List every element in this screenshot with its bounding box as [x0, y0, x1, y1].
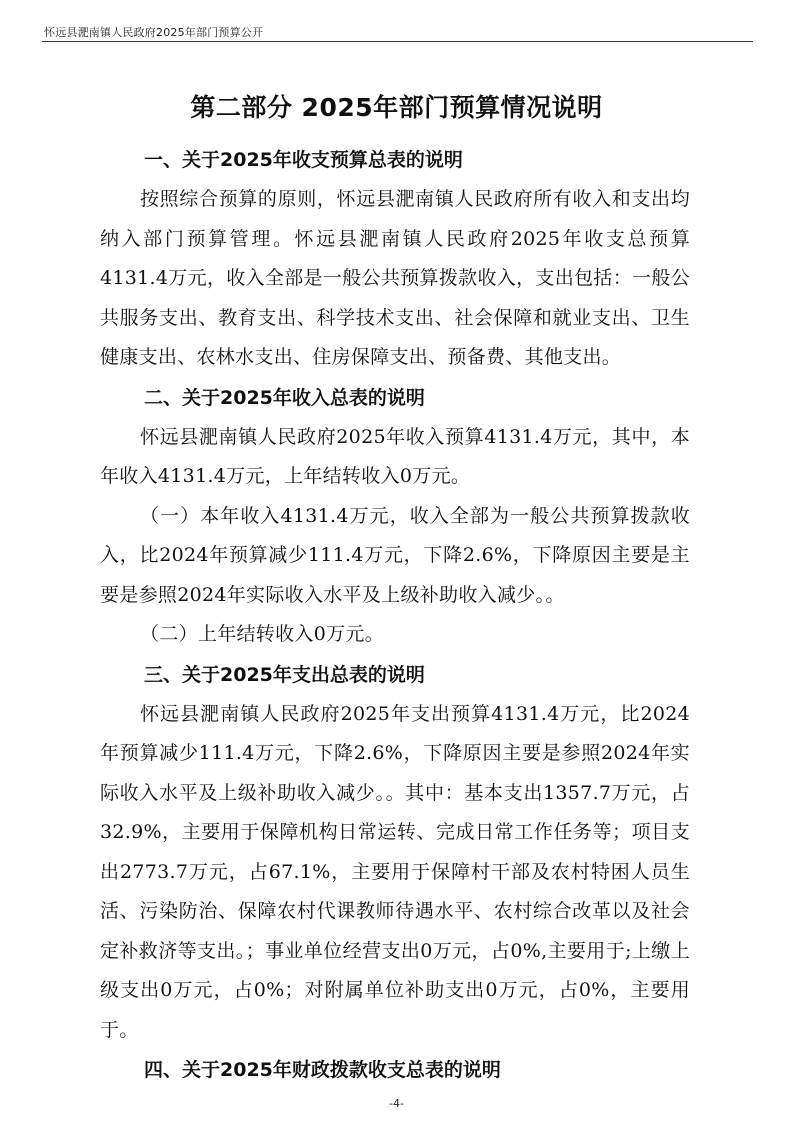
- section-1-paragraph-1: 按照综合预算的原则，怀远县淝南镇人民政府所有收入和支出均纳入部门预算管理。怀远县淝南镇人民政府2025年收支总预算4131.4万元，收入全部是一般公共预算拨款收入，支出包括：一般公共服务支出、教育支出、科学技术支出、社会保障和就业支出、卫生健康支出、农林水支出、住房保障支出、预备费、其他支出。: [100, 188, 690, 368]
- page-title: 第二部分 2025年部门预算情况说明: [190, 93, 603, 122]
- section-2-paragraph-3: （二）上年结转收入0万元。: [140, 623, 384, 645]
- section-3-paragraph-1: 怀远县淝南镇人民政府2025年支出预算4131.4万元，比2024年预算减少111.4万元，下降2.6%，下降原因主要是参照2024年实际收入水平及上级补助收入减少。。其中：基本支出1357.7万元，占32.9%，主要用于保障机构日常运转、完成日常工作任务等；项目支出2773.7万元，占67.1%，主要用于保障村干部及农村特困人员生活、污染防治、保障农村代课教师待遇水平、农村综合改革以及社会定补救济等支出。；事业单位经营支出0万元，占0%,主要用于;上缴上级支出0万元，占0%；对附属单位补助支出0万元，占0%，主要用于。: [100, 702, 690, 1041]
- section-4-heading: 四、关于2025年财政拨款收支总表的说明: [144, 1059, 501, 1081]
- header-divider: [42, 41, 753, 42]
- section-1-heading: 一、关于2025年收支预算总表的说明: [144, 149, 463, 171]
- section-2-paragraph-2: （一）本年收入4131.4万元，收入全部为一般公共预算拨款收入，比2024年预算减少111.4万元，下降2.6%，下降原因主要是主要是参照2024年实际收入水平及上级补助收入减少。。: [100, 504, 690, 606]
- section-2-heading: 二、关于2025年收入总表的说明: [144, 386, 425, 409]
- page-number: -4-: [389, 1097, 404, 1110]
- document-body: [100, 140, 690, 1090]
- section-2-paragraph-1: 怀远县淝南镇人民政府2025年收入预算4131.4万元，其中，本年收入4131.4万元，上年结转收入0万元。: [100, 425, 690, 487]
- section-3-heading: 三、关于2025年支出总表的说明: [144, 663, 425, 686]
- running-header: 怀远县淝南镇人民政府2025年部门预算公开: [44, 26, 264, 39]
